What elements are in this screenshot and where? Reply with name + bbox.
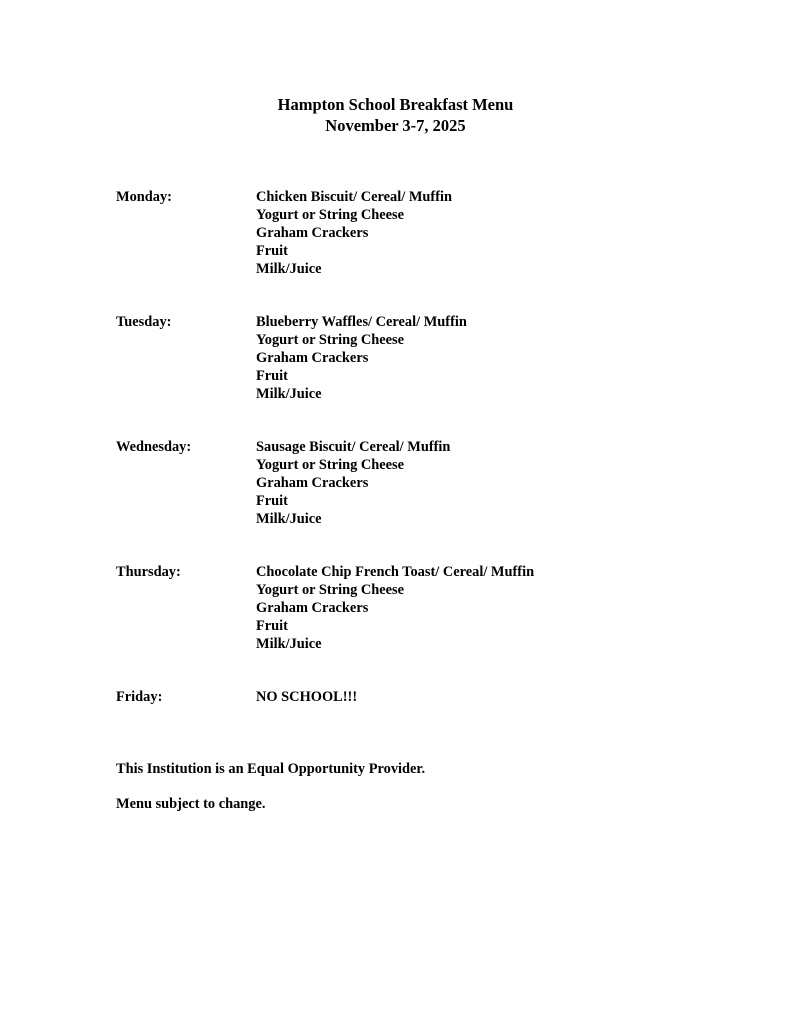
menu-item: Fruit — [256, 493, 288, 509]
menu-items — [256, 688, 357, 706]
day-label: Monday: — [116, 189, 172, 205]
menu-item: Yogurt or String Cheese — [256, 332, 405, 348]
menu-item: Yogurt or String Cheese — [256, 207, 405, 223]
menu-item: Fruit — [256, 243, 288, 259]
menu-items — [256, 313, 467, 403]
menu-item: Graham Crackers — [256, 475, 369, 491]
menu-change-note: Menu subject to change. — [116, 796, 266, 812]
menu-items — [256, 188, 452, 278]
day-label: Thursday: — [116, 564, 181, 580]
page-title: Hampton School Breakfast Menu — [277, 95, 514, 114]
menu-item: NO SCHOOL!!! — [256, 689, 358, 705]
menu-item: Sausage Biscuit/ Cereal/ Muffin — [256, 439, 451, 455]
menu-item: Yogurt or String Cheese — [256, 582, 405, 598]
menu-item: Milk/Juice — [256, 636, 322, 652]
menu-item: Milk/Juice — [256, 386, 322, 402]
menu-header — [0, 94, 791, 136]
menu-items — [256, 563, 534, 653]
menu-item: Milk/Juice — [256, 511, 322, 527]
menu-item: Graham Crackers — [256, 600, 369, 616]
menu-item: Milk/Juice — [256, 261, 322, 277]
equal-opportunity-statement: This Institution is an Equal Opportunity Provider. — [116, 761, 426, 777]
menu-item: Chocolate Chip French Toast/ Cereal/ Muffin — [256, 564, 535, 580]
menu-item: Fruit — [256, 618, 288, 634]
menu-item: Fruit — [256, 368, 288, 384]
day-label: Tuesday: — [116, 314, 172, 330]
menu-item: Blueberry Waffles/ Cereal/ Muffin — [256, 314, 467, 330]
menu-item: Yogurt or String Cheese — [256, 457, 405, 473]
menu-items — [256, 438, 450, 528]
menu-item: Graham Crackers — [256, 350, 369, 366]
day-label: Wednesday: — [116, 439, 192, 455]
menu-item: Chicken Biscuit/ Cereal/ Muffin — [256, 189, 453, 205]
day-label: Friday: — [116, 689, 163, 705]
menu-dates: November 3-7, 2025 — [325, 116, 466, 135]
menu-item: Graham Crackers — [256, 225, 369, 241]
